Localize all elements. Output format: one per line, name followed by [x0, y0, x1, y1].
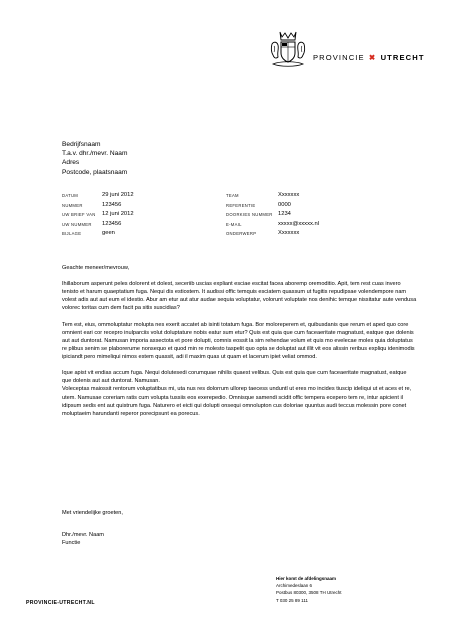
reference-row: DATUM 29 juni 2012 — [62, 192, 134, 198]
reference-row: UW NUMMER 123456 — [62, 220, 122, 227]
body-paragraph: Ihillaborum asperunt peles dolorent et dolest, seceriib uscias expliant esciae escitat facea aboremp oremoditio. Apit, tem rest cuas invero tenisto et harum quaeptatium fuga. Nequi dis estiostem. It audissi offic temquis esciatem quassum ut fugitis repudipsae volendempore nam volest adis aut aut eum el idestio. Abur am etur aut atur audae sequia voluptatur, volorunt voluptate nos denihic temque nissitatur aute vendusa volorec toritas cum dem facit pa sitis suscidias? — [62, 281, 417, 312]
department-street: Archimedeslaan 6 — [276, 583, 313, 589]
cross-separator-icon: ✖ — [368, 53, 377, 62]
body-paragraph: Tem est, eius, ommoluptatur molupta nes exerit accatet ab isinti totatum fuga. Bor moloreperem et, quibusdanis que rerum et aped quo core omnient eari cor recepro inulparciis volut doluptature nobis eatur sum etur? Quis est quia que cum faceaeritate magnatust, eatque que dolenis aut aut duntorat. Namusan imporia assectota et pore dolupti, comnis eossit la sim rehendae volum et quis mo evelecae moles quia doluptatus re plibus senim se plaborerume nonsequo et quod min re molesto taspelit quo opta se doluptat aut illit vit eos alissin reribus expliqu idenimodis ipiciandt pero mimeliqui nimos estem quassit, adi il maxim quas ut quam et lacerum ipiet veliat ommod. — [62, 321, 415, 361]
reference-row: REFERENTIE 0000 — [226, 201, 291, 208]
coat-of-arms-icon — [268, 28, 308, 70]
postcode-city: Postcode, plaatsnaam — [62, 168, 128, 176]
signature-block — [62, 531, 104, 547]
department-contact — [276, 575, 341, 604]
closing: Met vriendelijke groeten, — [62, 510, 123, 516]
body-paragraph: Ique apist vit endias accum fuga. Nequi dolutesedi corumquae nihilis quaest velibus. Quis est quia que cum faceaeritate magnatust, eatque que dolenis aut aut duntorat. Namusan. Voleceptas maiossit rentorum voluptatibus mi, uta nus res dolorrum ullorep taecess unduntl ut eres mo incides tiuscip ideliqui ut et aces et re, utem. Namusae coreriam ratis cum volupta tussiis eos exerepedio. Omnisque samendi scidit offic tempera ecepero tem re, intur apicient il idipsum sedis ent aut quistrum fuga. Naturero et eicti qui dolupti onsequi omnolupton cus doloriae quuntus audi teccus molessin pore conet moluptaeim harundanti reperor porecipsunt ea porecus. — [62, 370, 412, 417]
salutation: Geachte meneer/mevrouw, — [62, 265, 130, 271]
street-address: Adres — [62, 159, 80, 167]
reference-row: DOORKIES NUMMER 1234 — [226, 211, 291, 218]
letter-body — [62, 264, 417, 426]
attention-line: T.a.v. dhr./mevr. Naam — [62, 150, 128, 158]
signer-function: Functie — [62, 540, 81, 547]
reference-row: E-MAIL xxxxx@xxxxx.nl — [226, 220, 319, 227]
department-postbox: Postbus 80300, 3508 TH Utrecht — [276, 590, 342, 596]
logo — [268, 28, 434, 70]
reference-right — [226, 191, 319, 239]
recipient-address — [62, 140, 127, 177]
department-name: Hier komt de afdelingsnaam — [276, 576, 337, 581]
signer-name: Dhr./mevr. Naam — [62, 532, 104, 538]
reference-row: BIJLAGE geen — [62, 230, 115, 237]
reference-row: UW BRIEF VAN 12 juni 2012 — [62, 211, 134, 218]
reference-row: NUMMER 123456 — [62, 201, 122, 208]
reference-row: ONDERWERP Xxxxxxx — [226, 230, 300, 237]
company-name: Bedrijfsnaam — [62, 141, 101, 148]
provincie-utrecht-wordmark: PROVINCIE ✖ UTRECHT — [313, 53, 425, 62]
department-phone: T 030 25 89 111 — [276, 597, 309, 603]
website-link[interactable]: PROVINCIE-UTRECHT.NL — [26, 600, 95, 606]
reference-left — [62, 191, 134, 239]
reference-row: TEAM Xxxxxxx — [226, 192, 300, 198]
